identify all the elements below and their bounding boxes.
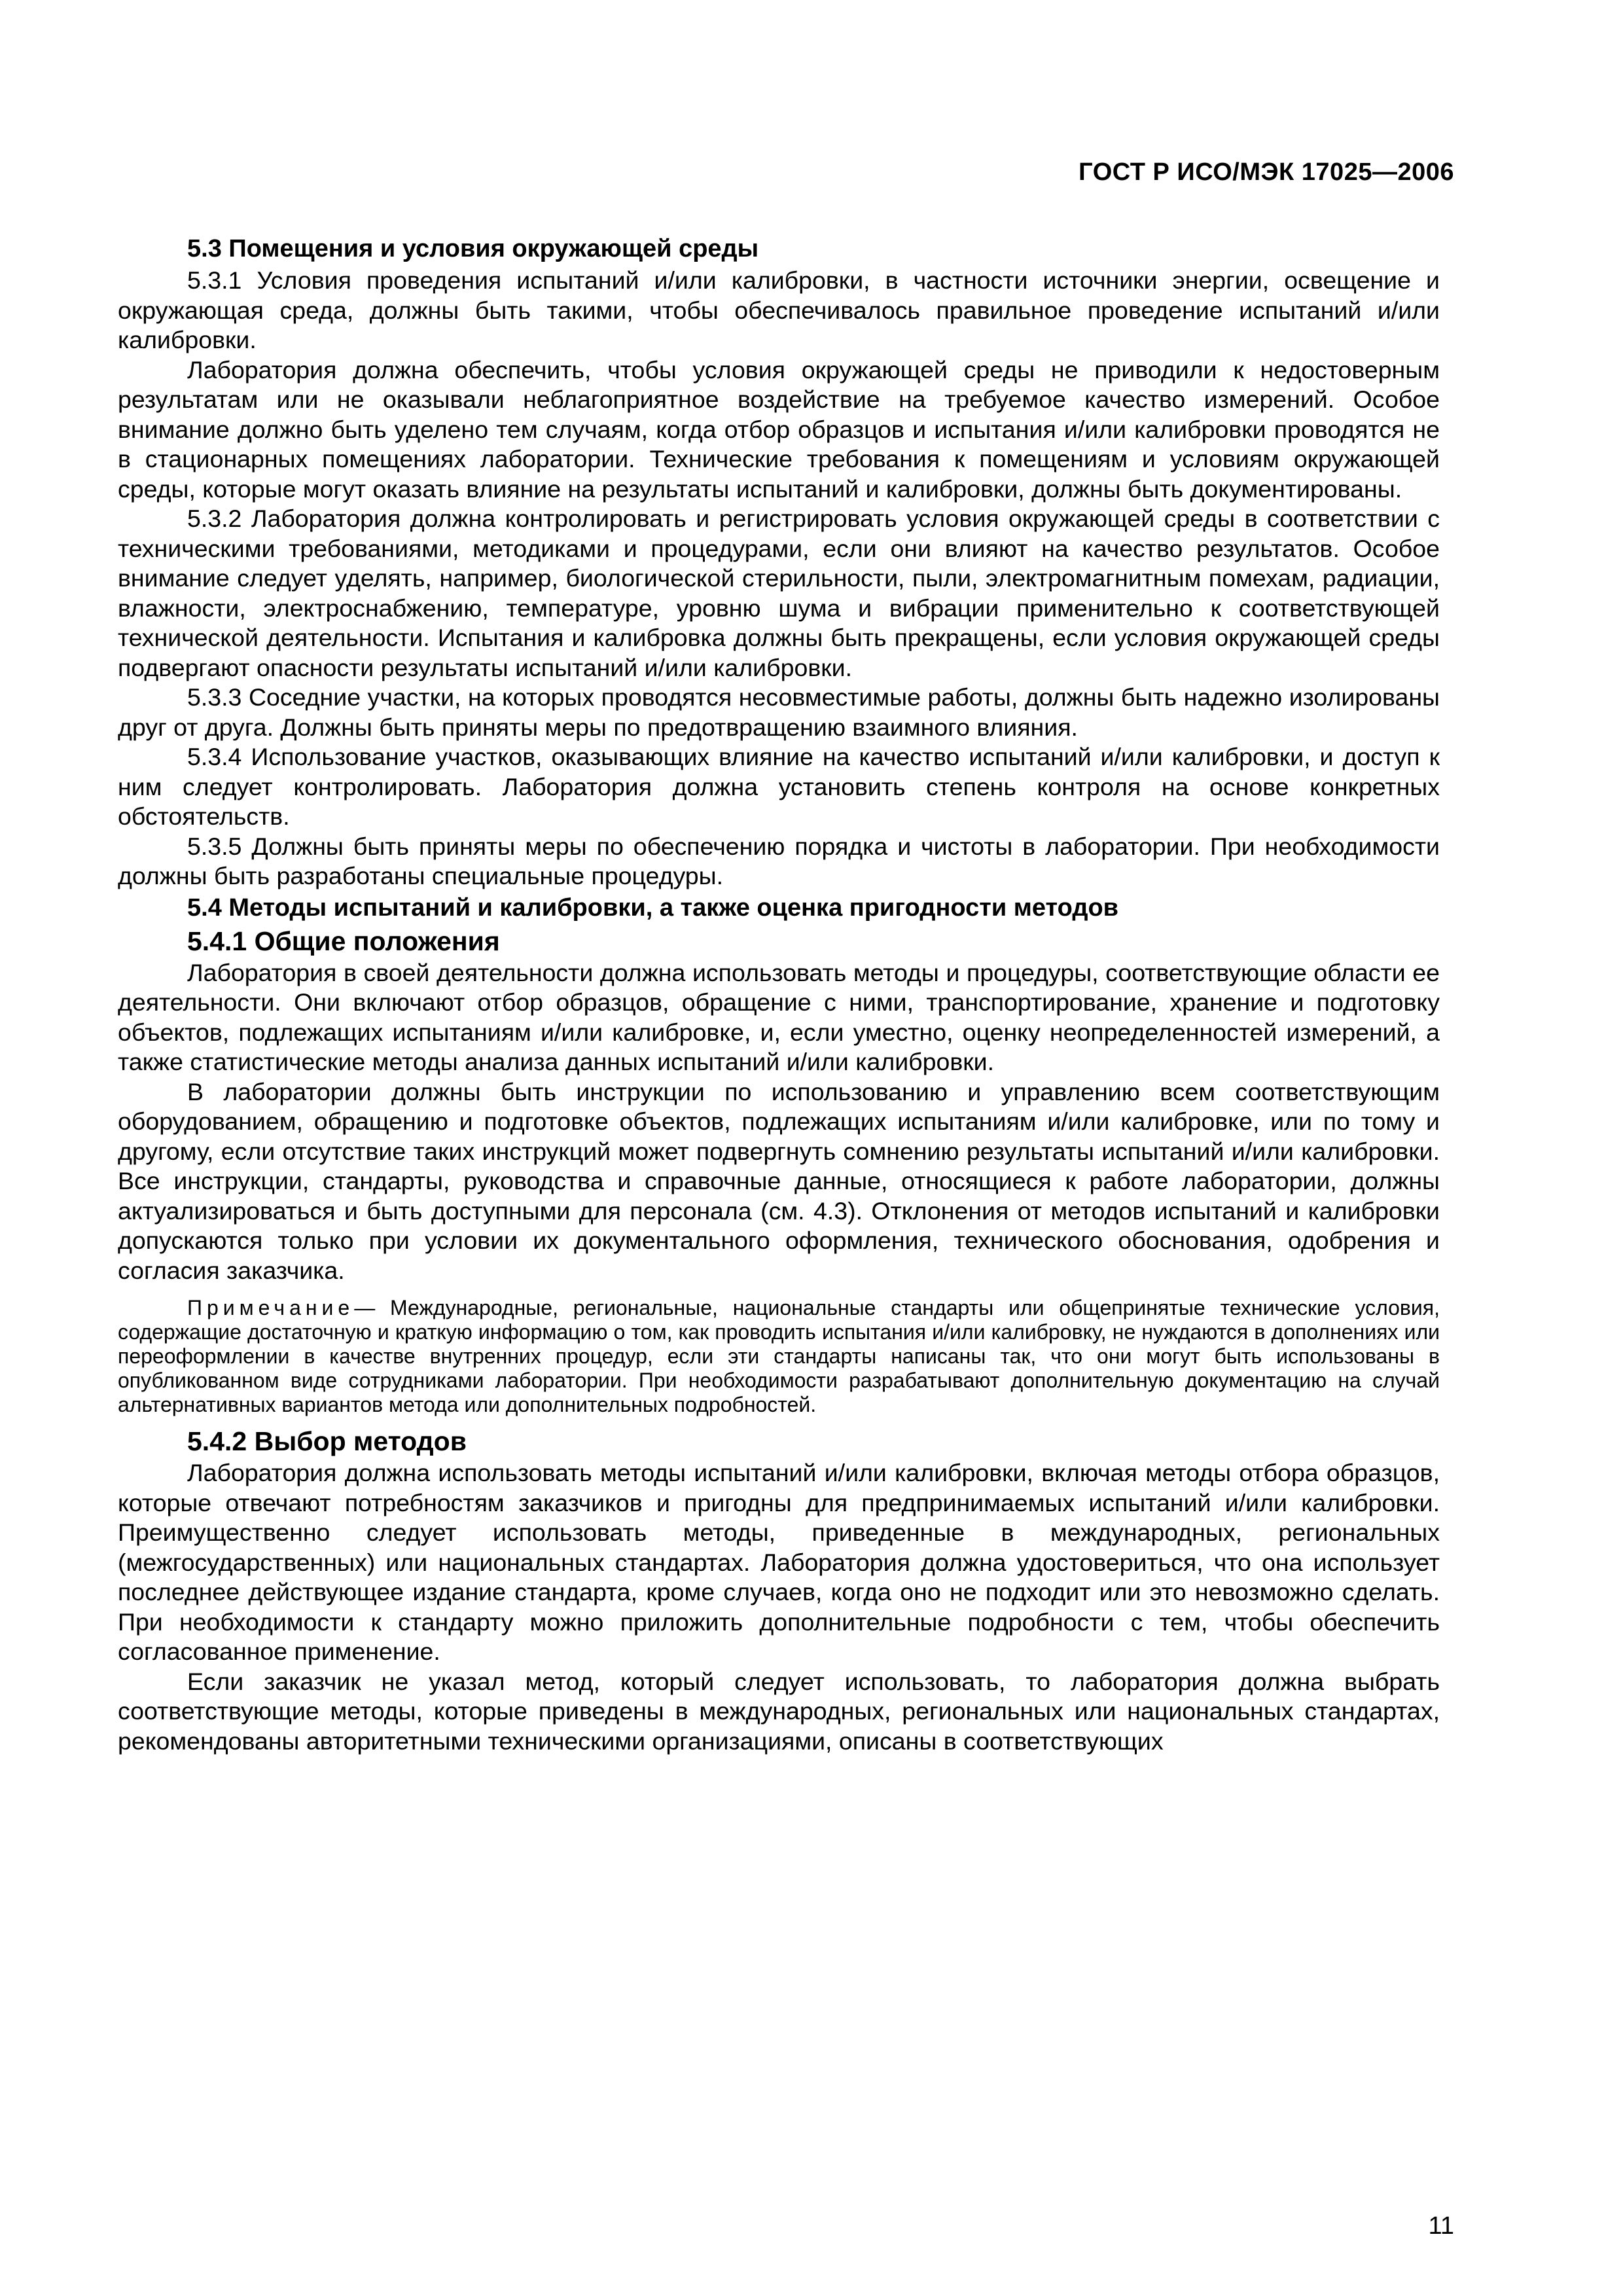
document-body xyxy=(118,232,1440,1756)
paragraph-5-3-5: 5.3.5 Должны быть приняты меры по обеспечению порядка и чистоты в лаборатории. При необходимости должны быть разработаны специальные процедуры. xyxy=(118,832,1440,889)
paragraph: Лаборатория должна использовать методы испытаний и/или калибровки, включая методы отбора образцов, которые отвечают потребностям заказчиков и пригодны для предпринимаемых испытаний и/или калибровки. Преимущественно следует использовать методы, приведенные в международных, региональных (межгосударственных) или национальных стандартах. Лаборатория должна удостовериться, что она использует последнее действующее издание стандарта, кроме случаев, когда оно не подходит или это невозможно сделать. При необходимости к стандарту можно приложить дополнительные подробности с тем, чтобы обеспечить согласованное применение. xyxy=(118,1459,1440,1665)
paragraph: В лаборатории должны быть инструкции по использованию и управлению всем соответствующим оборудованием, обращению и подготовке объектов, подлежащих испытаниям и/или калибровке, или по тому и другому, если отсутствие таких инструкций может подвергнуть сомнению результаты испытаний и/или калибровки. Все инструкции, стандарты, руководства и справочные данные, относящиеся к работе лаборатории, должны актуализироваться и быть доступными для персонала (см. 4.3). Отклонения от методов испытаний и калибровки допускаются только при условии их документального оформления, технического обоснования, одобрения и согласия заказчика. xyxy=(118,1077,1440,1284)
paragraph-5-3-4: 5.3.4 Использование участков, оказывающих влияние на качество испытаний и/или калибровки, и доступ к ним следует контролировать. Лаборатория должна установить степень контроля на основе конкретных обстоятельств. xyxy=(118,743,1440,830)
paragraph-5-3-3: 5.3.3 Соседние участки, на которых проводятся несовместимые работы, должны быть надежно изолированы друг от друга. Должны быть приняты меры по предотвращению взаимного влияния. xyxy=(118,683,1440,741)
page-number: 11 xyxy=(1428,2212,1454,2240)
note xyxy=(118,1296,1440,1417)
note-label: Примечание xyxy=(187,1296,355,1319)
paragraph-5-3-1: 5.3.1 Условия проведения испытаний и/или калибровки, в частности источники энергии, освещение и окружающая среда, должны быть такими, чтобы обеспечивалось правильное проведение испытаний и/или калибровки. xyxy=(118,266,1440,353)
subsection-heading-5-4-1: 5.4.1 Общие положения xyxy=(187,925,500,956)
paragraph: Лаборатория в своей деятельности должна использовать методы и процедуры, соответствующие области ее деятельности. Они включают отбор образцов, обращение с ними, транспортирование, хранение и подготовку объектов, подлежащих испытаниям и/или калибровке, и, если уместно, оценку неопределенностей измерений, а также статистические методы анализа данных испытаний и/или калибровки. xyxy=(118,958,1440,1075)
document-header: ГОСТ Р ИСО/МЭК 17025—2006 xyxy=(1079,158,1454,186)
subsection-heading-5-4-2: 5.4.2 Выбор методов xyxy=(187,1426,467,1456)
section-heading-5-3: 5.3 Помещения и условия окружающей среды xyxy=(187,235,759,262)
paragraph-5-3-2: 5.3.2 Лаборатория должна контролировать и регистрировать условия окружающей среды в соответствии с техническими требованиями, методиками и процедурами, если они влияют на качество результатов. Особое внимание следует уделять, например, биологической стерильности, пыли, электромагнитным помехам, радиации, влажности, электроснабжению, температуре, уровню шума и вибрации применительно к соответствующей технической деятельности. Испытания и калибровка должны быть прекращены, если условия окружающей среды подвергают опасности результаты испытаний и/или калибровки. xyxy=(118,505,1440,681)
paragraph: Если заказчик не указал метод, который следует использовать, то лаборатория должна выбрать соответствующие методы, которые приведены в международных, региональных или национальных стандартах, рекомендованы авторитетными техническими организациями, описаны в соответствующих xyxy=(118,1667,1440,1755)
paragraph: Лаборатория должна обеспечить, чтобы условия окружающей среды не приводили к недостоверным результатам или не оказывали неблагоприятное воздействие на требуемое качество измерений. Особое внимание должно быть уделено тем случаям, когда отбор образцов и испытания и/или калибровки проводятся не в стационарных помещениях лаборатории. Технические требования к помещениям и условиям окружающей среды, которые могут оказать влияние на результаты испытаний и калибровки, должны быть документированы. xyxy=(118,355,1440,503)
section-heading-5-4: 5.4 Методы испытаний и калибровки, а также оценка пригодности методов xyxy=(187,893,1119,922)
note-text: — Международные, региональные, национальные стандарты или общепринятые технические условия, содержащие достаточную и краткую информацию о том, как проводить испытания и/или калибровку, не нуждаются в дополнениях или переоформлении в качестве внутренних процедур, если эти стандарты написаны так, что они могут быть использованы в опубликованном виде сотрудниками лаборатории. При необходимости разрабатывают дополнительную документацию на случай альтернативных вариантов метода или дополнительных подробностей. xyxy=(118,1296,1440,1416)
